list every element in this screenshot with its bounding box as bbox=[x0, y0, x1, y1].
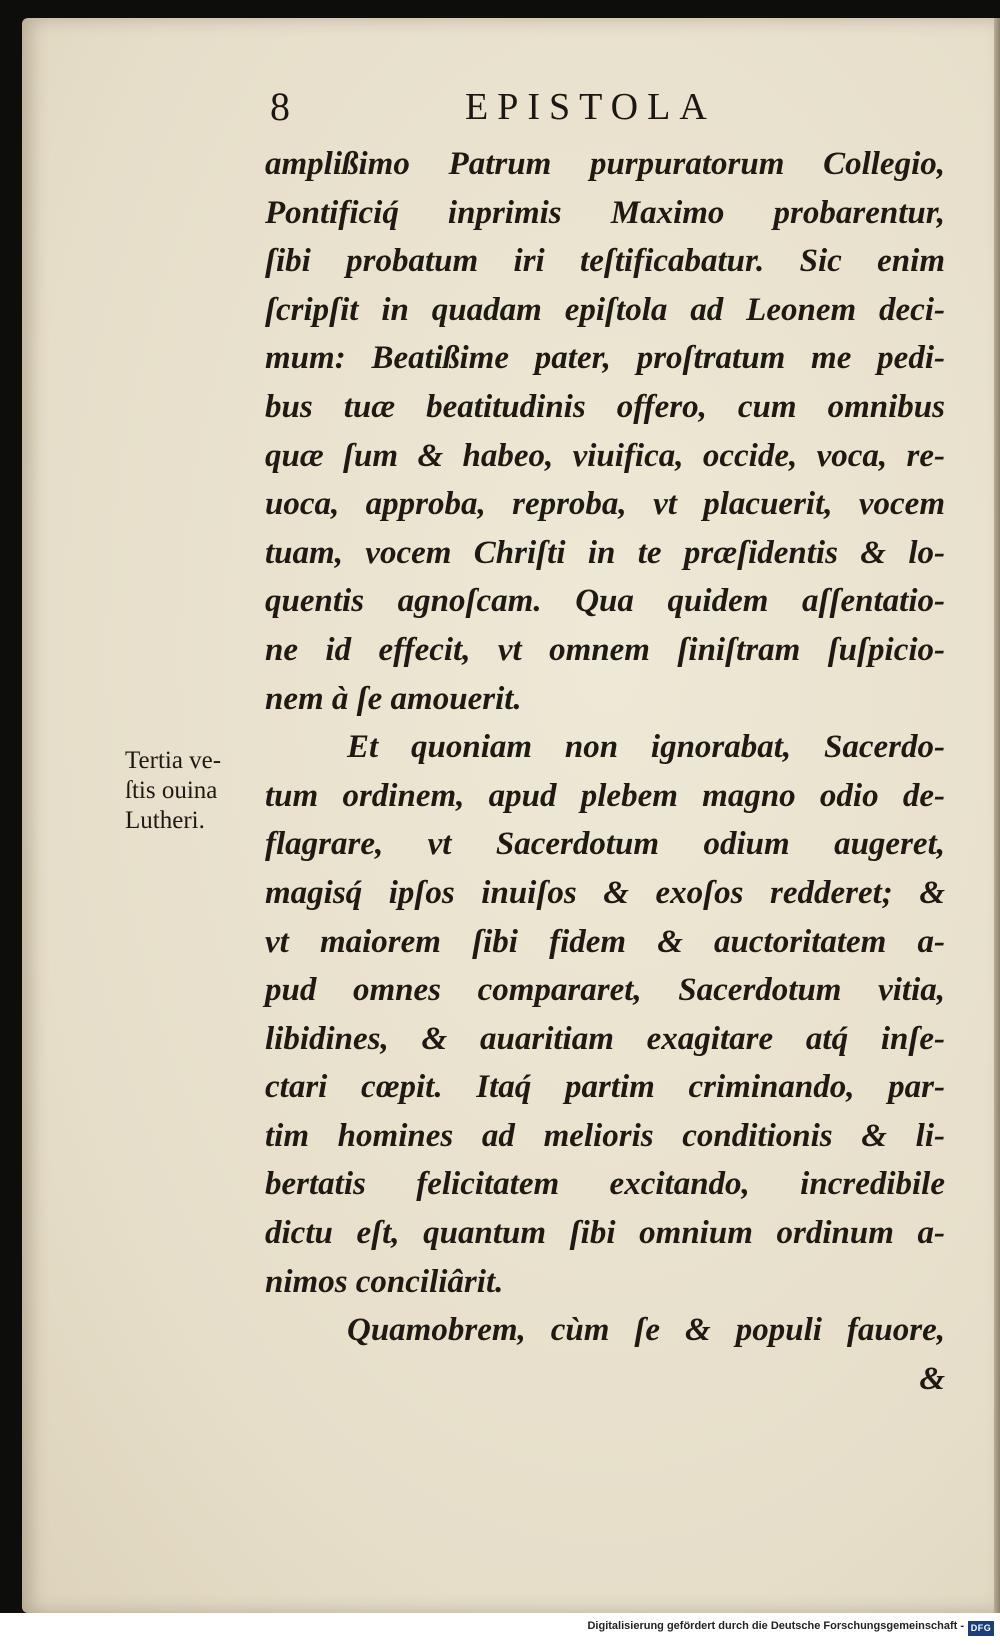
marginal-note-line: ſtis ouina bbox=[125, 777, 218, 804]
running-title: EPISTOLA bbox=[465, 86, 716, 128]
text-line: nem à ſe amouerit. bbox=[265, 680, 522, 717]
page-edge bbox=[994, 18, 1000, 1613]
text-line: ſibi probatum iri teſtificabatur. Sic enim bbox=[265, 243, 945, 280]
marginal-note-line: Lutheri. bbox=[125, 807, 205, 834]
text-line: tim homines ad melioris conditionis & li- bbox=[265, 1117, 945, 1154]
text-line: tuam, vocem Chriſti in te præſidentis & lo- bbox=[265, 534, 945, 571]
text-line: flagrare, vt Sacerdotum odium augeret, bbox=[265, 826, 945, 863]
text-line: ne id effecit, vt omnem ſiniſtram ſuſpicio- bbox=[265, 631, 945, 668]
paragraph-start-line: Et quoniam non ignorabat, Sacerdo- bbox=[347, 729, 945, 766]
text-line: bus tuæ beatitudinis offero, cum omnibus bbox=[265, 388, 945, 425]
credit-bar bbox=[0, 1613, 1000, 1645]
marginal-note-line: Tertia ve- bbox=[125, 747, 222, 774]
text-line: tum ordinem, apud plebem magno odio de- bbox=[265, 777, 945, 814]
text-line: Pontificiq́ inprimis Maximo probarentur, bbox=[265, 194, 945, 231]
text-line: quæ ſum & habeo, viuifica, occide, voca, re- bbox=[265, 437, 945, 474]
text-line: pud omnes compararet, Sacerdotum vitia, bbox=[265, 972, 945, 1009]
text-line: magisq́ ipſos inuiſos & exoſos redderet; & bbox=[265, 874, 945, 911]
running-head bbox=[0, 82, 1000, 132]
text-line: dictu eſt, quantum ſibi omnium ordinum a- bbox=[265, 1215, 945, 1252]
text-line: nimos conciliârit. bbox=[265, 1263, 504, 1300]
text-line: mum: Beatißime pater, proſtratum me pedi- bbox=[265, 340, 945, 377]
marginal-note bbox=[125, 746, 265, 836]
body-text-block bbox=[265, 140, 945, 1403]
text-line: quentis agnoſcam. Qua quidem aſſentatio- bbox=[265, 583, 945, 620]
text-line: ctari cœpit. Itaq́ partim criminando, par- bbox=[265, 1069, 945, 1106]
text-line: vt maiorem ſibi fidem & auctoritatem a- bbox=[265, 923, 945, 960]
text-line: libidines, & auaritiam exagitare atq́ inſe- bbox=[265, 1020, 945, 1057]
text-line: bertatis felicitatem excitando, incredibile bbox=[265, 1166, 945, 1203]
funding-credit: Digitalisierung gefördert durch die Deutsche Forschungsgemeinschaft - bbox=[587, 1620, 964, 1632]
dfg-logo-icon: DFG bbox=[968, 1621, 994, 1636]
text-line: amplißimo Patrum purpuratorum Collegio, bbox=[265, 146, 945, 182]
text-line: ſcripſit in quadam epiſtola ad Leonem deci- bbox=[265, 291, 945, 328]
text-line: uoca, approba, reproba, vt placuerit, vocem bbox=[265, 486, 945, 523]
paragraph-start-line: Quamobrem, cùm ſe & populi fauore, bbox=[347, 1312, 945, 1349]
page-number: 8 bbox=[270, 84, 290, 129]
catchword: & bbox=[919, 1360, 945, 1397]
